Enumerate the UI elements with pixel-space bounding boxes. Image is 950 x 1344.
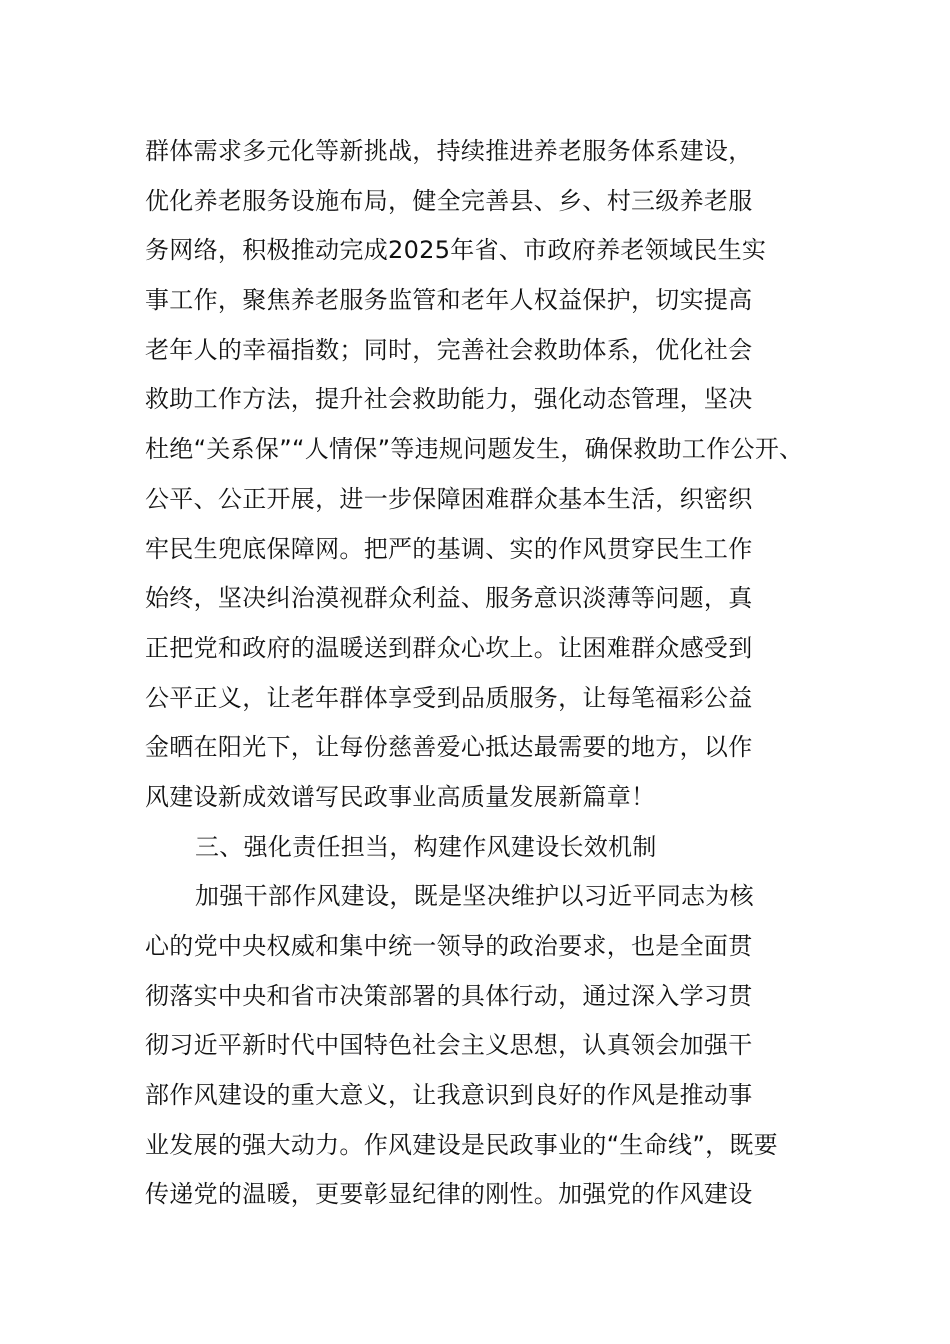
text-line: 正把党和政府的温暖送到群众心坎上。让困难群众感受到 (145, 633, 753, 662)
text-line: 救助工作方法，提升社会救助能力，强化动态管理，坚决 (145, 385, 753, 414)
body-text (145, 127, 845, 1220)
text-line: 公平正义，让老年群体享受到品质服务，让每笔福彩公益 (145, 683, 753, 712)
text-line: 老年人的幸福指数；同时，完善社会救助体系，优化社会 (145, 335, 753, 364)
text-line: 加强干部作风建设，既是坚决维护以习近平同志为核 (195, 882, 754, 911)
text-line: 事工作，聚焦养老服务监管和老年人权益保护，切实提高 (145, 286, 753, 315)
text-line: 公平、公正开展，进一步保障困难群众基本生活，织密织 (145, 484, 753, 513)
text-line: 优化养老服务设施布局，健全完善县、乡、村三级养老服 (145, 186, 753, 215)
text-line: 心的党中央权威和集中统一领导的政治要求，也是全面贯 (145, 932, 753, 960)
text-line: 始终，坚决纠治漠视群众利益、服务意识淡薄等问题，真 (145, 584, 753, 613)
text-line: 传递党的温暖，更要彰显纪律的刚性。加强党的作风建设 (145, 1180, 753, 1209)
text-line: 杜绝“关系保”“人情保”等违规问题发生，确保救助工作公开、 (145, 435, 804, 464)
text-line: 业发展的强大动力。作风建设是民政事业的“生命线”，既要 (145, 1130, 778, 1159)
text-line: 彻习近平新时代中国特色社会主义思想，认真领会加强干 (145, 1031, 753, 1060)
section-heading: 三、强化责任担当，构建作风建设长效机制 (195, 832, 657, 861)
text-line: 彻落实中央和省市决策部署的具体行动，通过深入学习贯 (145, 981, 753, 1010)
text-line: 群体需求多元化等新挑战，持续推进养老服务体系建设， (145, 137, 753, 165)
text-line: 金晒在阳光下，让每份慈善爱心抵达最需要的地方，以作 (145, 733, 753, 762)
text-line: 部作风建设的重大意义，让我意识到良好的作风是推动事 (145, 1081, 753, 1110)
text-line: 风建设新成效谱写民政事业高质量发展新篇章！ (145, 782, 656, 811)
text-line: 牢民生兜底保障网。把严的基调、实的作风贯穿民生工作 (145, 534, 753, 563)
text-line: 务网络，积极推动完成2025年省、市政府养老领域民生实 (145, 236, 767, 265)
